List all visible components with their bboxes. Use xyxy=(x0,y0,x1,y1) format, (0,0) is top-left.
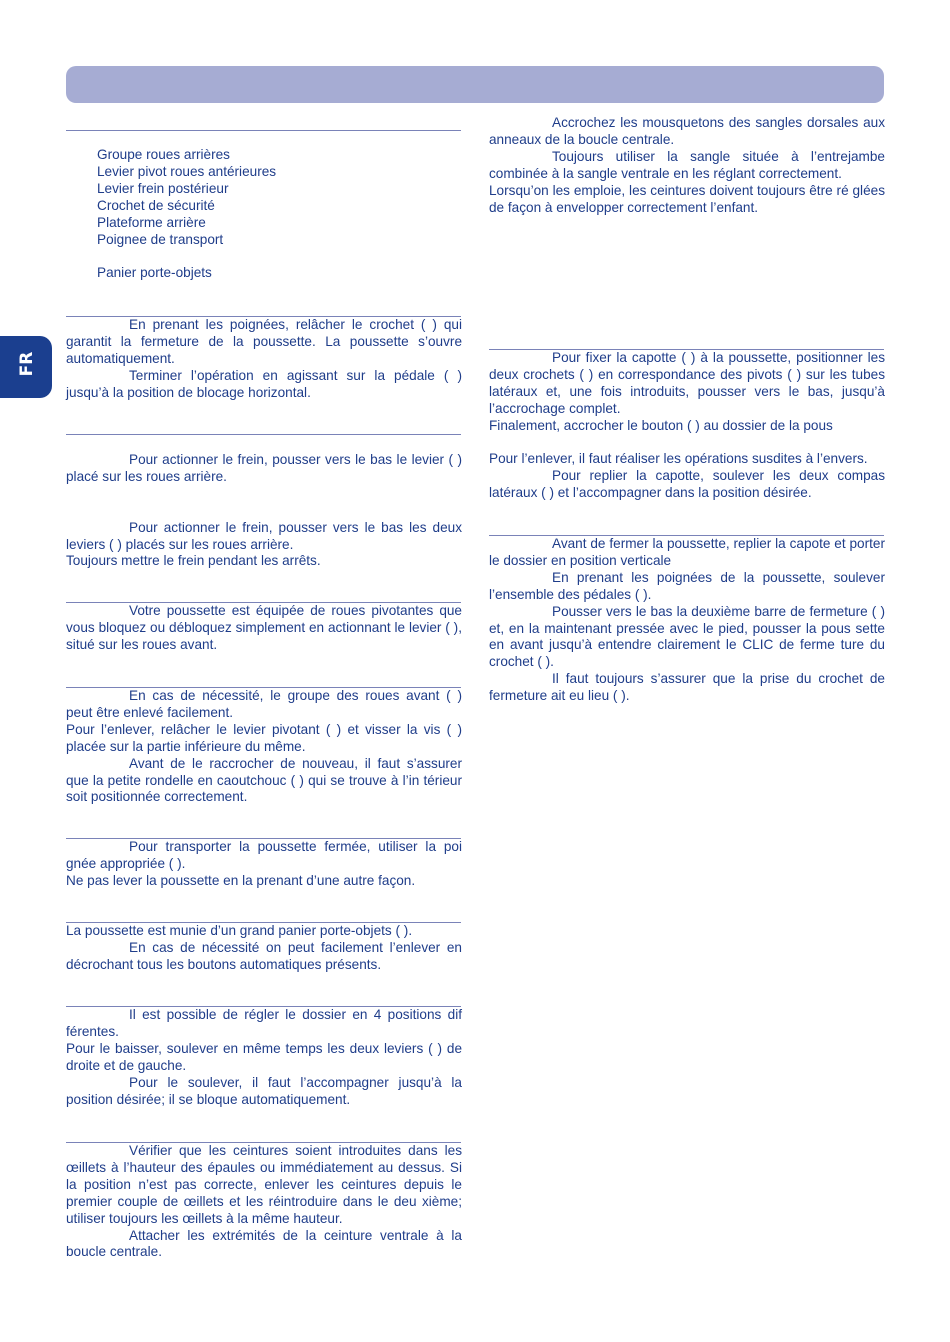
paragraph: Pour le soulever, il faut l’accompagner jusqu’à la position désirée; il se bloque automatiquement. xyxy=(66,1074,462,1107)
paragraph: Ne pas lever la poussette en la prenant d’une autre façon. xyxy=(66,872,416,888)
list-item: Levier pivot roues antérieures xyxy=(97,163,277,179)
paragraph: Pour actionner le frein, pousser vers le bas les deux leviers ( ) placés sur les roues arrière. xyxy=(66,519,462,552)
list-item: Panier porte-objets xyxy=(97,265,212,281)
paragraph: Pousser vers le bas la deuxième barre de fermeture ( ) et, en la maintenant pressée avec le pied, pousser la pous sette en avant jusqu’à entendre clairement le CLIC de ferme ture du crochet ( ). xyxy=(489,603,885,670)
paragraph: Lorsqu’on les emploie, les ceintures doivent toujours être ré glées de façon à envelopper correctement l’enfant. xyxy=(489,182,885,215)
list-item: Poignee de transport xyxy=(97,231,224,247)
paragraph: Pour l’enlever, il faut réaliser les opérations susdites à l’envers. xyxy=(489,451,868,467)
paragraph: Pour actionner le frein, pousser vers le bas le levier ( ) placé sur les roues arrière. xyxy=(66,452,462,484)
paragraph: En cas de nécessité on peut facilement l’enlever en décrochant tous les boutons automatiques présents. xyxy=(66,939,462,972)
paragraph: Finalement, accrocher le bouton ( ) au dossier de la pous xyxy=(489,417,833,433)
paragraph: En prenant les poignées, relâcher le crochet ( ) qui garantit la fermeture de la poussette. La poussette s’ouvre automatiquement. xyxy=(66,317,462,366)
list-item: Levier frein postérieur xyxy=(97,180,229,196)
paragraph: Toujours mettre le frein pendant les arrêts. xyxy=(66,553,321,569)
section-opening xyxy=(66,317,462,402)
paragraph: Pour l’enlever, relâcher le levier pivotant ( ) et visser la vis ( ) placée sur la partie inférieure du même. xyxy=(66,721,462,754)
section-front-wheels xyxy=(66,688,462,806)
section-transport xyxy=(66,839,462,890)
list-item: Crochet de sécurité xyxy=(97,197,215,213)
paragraph: Pour replier la capotte, soulever les deux compas latéraux ( ) et l’accompagner dans la position désirée. xyxy=(489,468,885,501)
section-basket xyxy=(66,923,462,974)
paragraph: En cas de nécessité, le groupe des roues avant ( ) peut être enlevé facilement. xyxy=(66,688,462,720)
paragraph: Attacher les extrémités de la ceinture ventrale à la boucle centrale. xyxy=(66,1227,462,1260)
section-closing xyxy=(489,536,885,705)
paragraph: Terminer l’opération en agissant sur la pédale ( ) jusqu’à la position de blocage horizontal. xyxy=(66,367,462,400)
section-belts-continued xyxy=(489,115,885,216)
list-item: Groupe roues arrières xyxy=(97,147,230,162)
section-backrest xyxy=(66,1007,462,1108)
section-rule xyxy=(66,434,461,435)
paragraph: Il faut toujours s’assurer que la prise du crochet de fermeture ait eu lieu ( ). xyxy=(489,671,885,704)
section-rule xyxy=(66,130,461,131)
section-brake xyxy=(66,452,462,570)
language-tab xyxy=(0,336,52,398)
language-tab-label: FR xyxy=(17,351,37,377)
section-hood xyxy=(489,350,885,502)
header-bar xyxy=(66,66,884,103)
paragraph: La poussette est munie d’un grand panier porte-objets ( ). xyxy=(66,923,413,938)
paragraph: Toujours utiliser la sangle située à l’entrejambe combinée à la sangle ventrale en les réglant correctement. xyxy=(489,148,885,181)
paragraph: Pour transporter la poussette fermée, utiliser la poi gnée appropriée ( ). xyxy=(66,839,462,871)
components-list xyxy=(66,147,462,282)
paragraph: Il est possible de régler le dossier en 4 positions dif férentes. xyxy=(66,1007,462,1039)
paragraph: Votre poussette est équipée de roues pivotantes que vous bloquez ou débloquez simplement en actionnant le levier ( ), situé sur les roues avant. xyxy=(66,603,462,652)
section-swivel xyxy=(66,603,462,654)
section-belts xyxy=(66,1143,462,1261)
paragraph: Accrochez les mousquetons des sangles dorsales aux anneaux de la boucle centrale. xyxy=(489,115,885,147)
paragraph: Pour fixer la capotte ( ) à la poussette, positionner les deux crochets ( ) en correspondance des pivots ( ) sur les tubes latéraux et, une fois introduits, pousser vers le bas, jusqu’à l’accrochage complet. xyxy=(489,350,885,416)
paragraph: Pour le baisser, soulever en même temps les deux leviers ( ) de droite et de gauche. xyxy=(66,1040,462,1073)
paragraph: Vérifier que les ceintures soient introduites dans les œillets à l’hauteur des épaules ou immédiatement au dessus. Si la position n’est pas correcte, enlever les ceintures depuis le premier couple de œillets et les réintroduire dans le deu xième; utiliser toujours les œillets à la même hauteur. xyxy=(66,1143,462,1226)
paragraph: Avant de fermer la poussette, replier la capote et porter le dossier en position verticale xyxy=(489,536,885,568)
paragraph: Avant de le raccrocher de nouveau, il faut s’assurer que la petite rondelle en caoutchouc ( ) qui se trouve à l’in térieur soit positionnée correctement. xyxy=(66,755,462,805)
paragraph: En prenant les poignées de la poussette, soulever l’ensemble des pédales ( ). xyxy=(489,569,885,602)
list-item: Plateforme arrière xyxy=(97,214,206,230)
